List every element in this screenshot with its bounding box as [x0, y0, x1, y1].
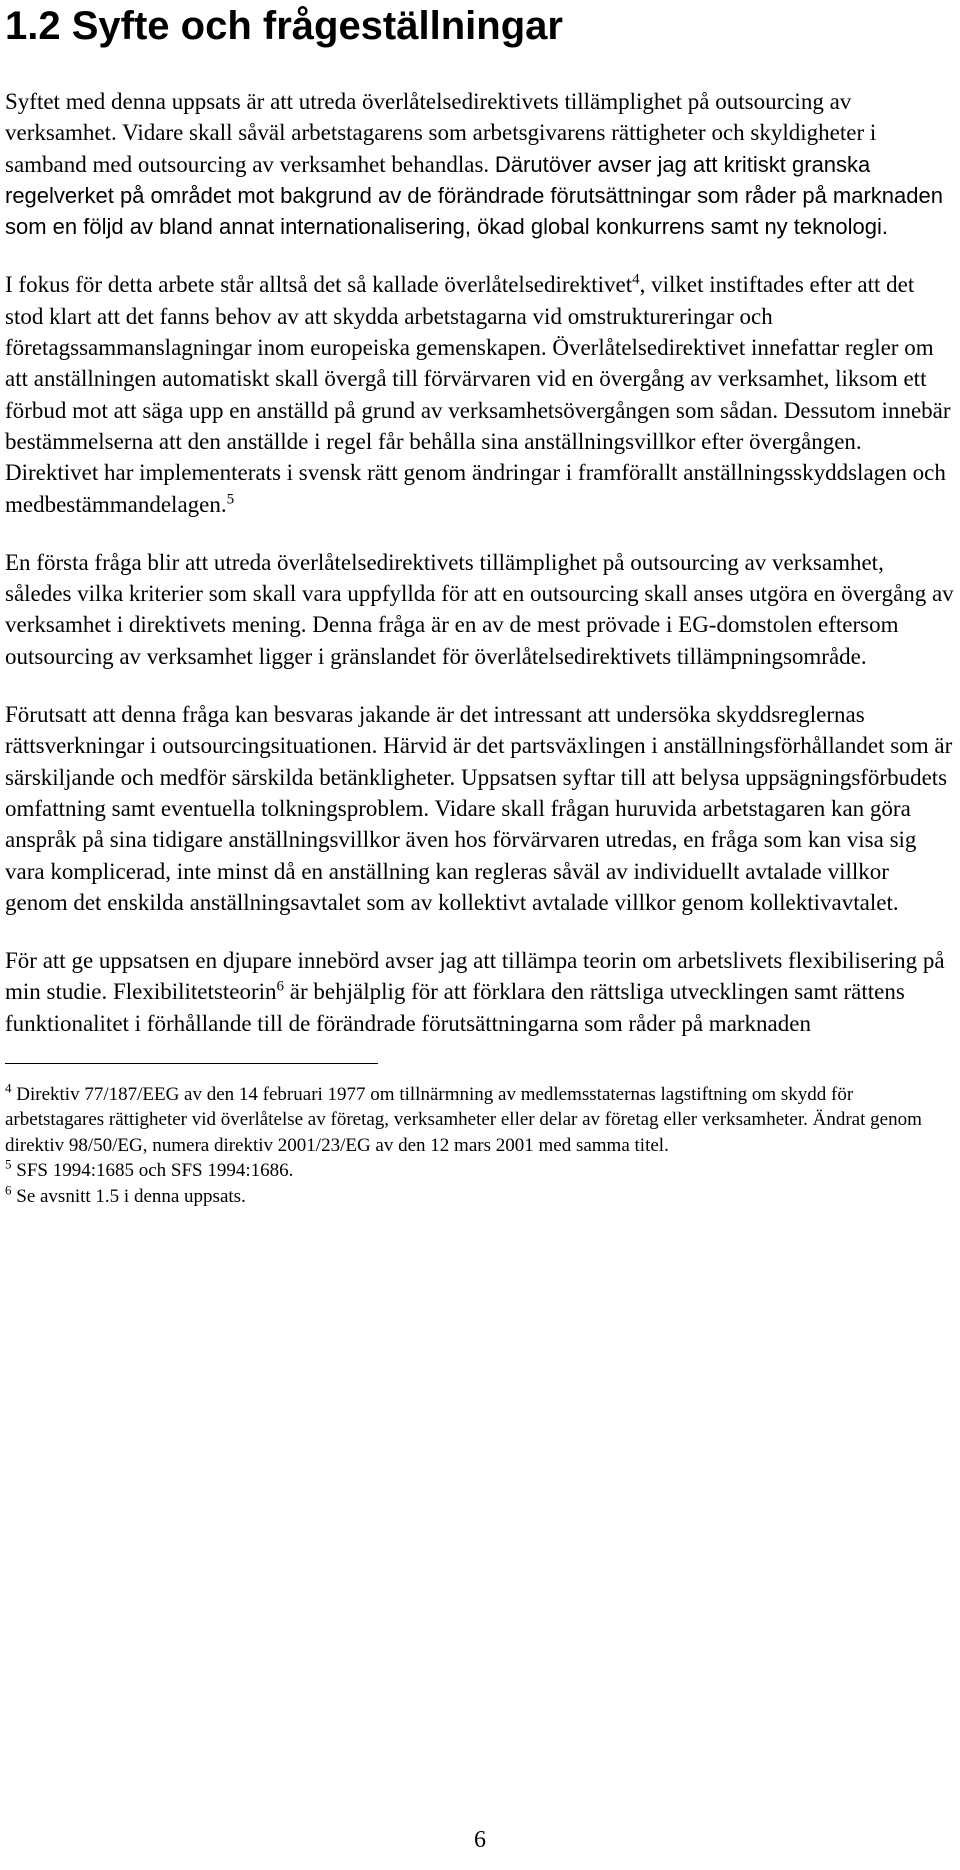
paragraph-theory-text-a: För att ge uppsatsen en djupare innebörd avser jag att tillämpa teorin om arbetslivets flexibilisering på min studie. Flexibilitetsteorin — [5, 948, 945, 1005]
footnote-4 — [5, 1082, 955, 1158]
paragraph-theory — [5, 945, 955, 1039]
paragraph-focus — [5, 269, 955, 519]
footnote-number: 4 — [5, 1080, 12, 1096]
paragraph-focus-text-b: , vilket instiftades efter att det stod klart att det fanns behov av att skydda arbetstagarna vid omstruktureringar och företagssammanslagningar inom europeiska gemenskapen. Överlåtelsedirektivet innefattar regler om att anställningen automatiskt skall övergå till förvärvaren vid en övergång av verksamhet, liksom ett förbud mot att säga upp en anställd på grund av verksamhetsövergången som sådan. Dessutom innebär bestämmelserna att den anställde i regel får behålla sina anställningsvillkor efter övergången. Direktivet har implementerats i svensk rätt genom ändringar i framförallt anställningsskyddslagen och medbestämmandelagen. — [5, 272, 951, 517]
footnote-text: SFS 1994:1685 och SFS 1994:1686. — [11, 1160, 294, 1182]
paragraph-purpose-sans: Därutöver avser jag att kritiskt granska regelverket på området mot bakgrund av de förändrade förutsättningar som råder på marknaden som en följd av bland annat internationalisering, ökad global konkurrens samt ny teknologi. — [5, 151, 943, 240]
document-page — [5, 0, 955, 1209]
footnote-text: Se avsnitt 1.5 i denna uppsats. — [11, 1185, 246, 1207]
paragraph-second-question: Förutsatt att denna fråga kan besvaras jakande är det intressant att undersöka skyddsreglernas rättsverkningar i outsourcingsituationen. Härvid är det partsväxlingen i anställningsförhållandet som är särskiljande och medför särskilda betänkligheter. Uppsatsen syftar till att belysa uppsägningsförbudets omfattning samt eventuella tolkningsproblem. Vidare skall frågan huruvida arbetstagaren kan göra anspråk på sina tidigare anställningsvillkor även hos förvärvaren utredas, en fråga som kan visa sig vara komplicerad, inte minst då en anställning kan regleras såväl av individuellt avtalade villkor genom det enskilda anställningsavtalet som av kollektivt avtalade villkor genom kollektivavtalet. — [5, 702, 953, 915]
section-heading: 1.2 Syfte och frågeställningar — [5, 4, 563, 48]
footnote-text: Direktiv 77/187/EEG av den 14 februari 1977 om tillnärmning av medlemsstaternas lagstiftning om skydd för arbetstagares rättigheter vid överlåtelse av företag, verksamheter eller delar av företag eller verksamheter. Ändrat genom direktiv 98/50/EG, numera direktiv 2001/23/EG av den 12 mars 2001 med samma titel. — [5, 1084, 922, 1156]
footnote-number: 6 — [5, 1182, 12, 1198]
footnote-number: 5 — [5, 1156, 12, 1172]
paragraph-focus-text-a: I fokus för detta arbete står alltså det så kallade överlåtelsedirektivet — [5, 272, 633, 298]
paragraph-theory-text-b: är behjälplig för att förklara den rättsliga utvecklingen samt rättens funktionalitet i förhållande till de förändrade förutsättningarna som råder på marknaden — [5, 979, 905, 1036]
footnote-5 — [5, 1158, 955, 1183]
paragraph-first-question: En första fråga blir att utreda överlåtelsedirektivets tillämplighet på outsourcing av verksamhet, således vilka kriterier som skall vara uppfyllda för att en outsourcing skall anses utgöra en övergång av verksamhet i direktivets mening. Denna fråga är en av de mest prövade i EG-domstolen eftersom outsourcing av verksamhet ligger i gränslandet för överlåtelsedirektivets tillämpningsområde. — [5, 549, 954, 669]
paragraph-purpose — [5, 86, 955, 242]
paragraph-purpose-serif: Syftet med denna uppsats är att utreda överlåtelsedirektivets tillämplighet på outsourcing av verksamhet. Vidare skall såväl arbetstagarens som arbetsgivarens rättigheter och skyldigheter i samband med outsourcing av verksamhet behandlas. — [5, 89, 877, 177]
footnote-ref-6[interactable]: 6 — [276, 978, 285, 995]
footnote-6 — [5, 1184, 955, 1209]
page-number: 6 — [474, 1827, 486, 1853]
footnote-ref-4[interactable]: 4 — [632, 271, 640, 288]
footnote-separator — [5, 1063, 378, 1064]
footnote-ref-5[interactable]: 5 — [226, 490, 235, 507]
